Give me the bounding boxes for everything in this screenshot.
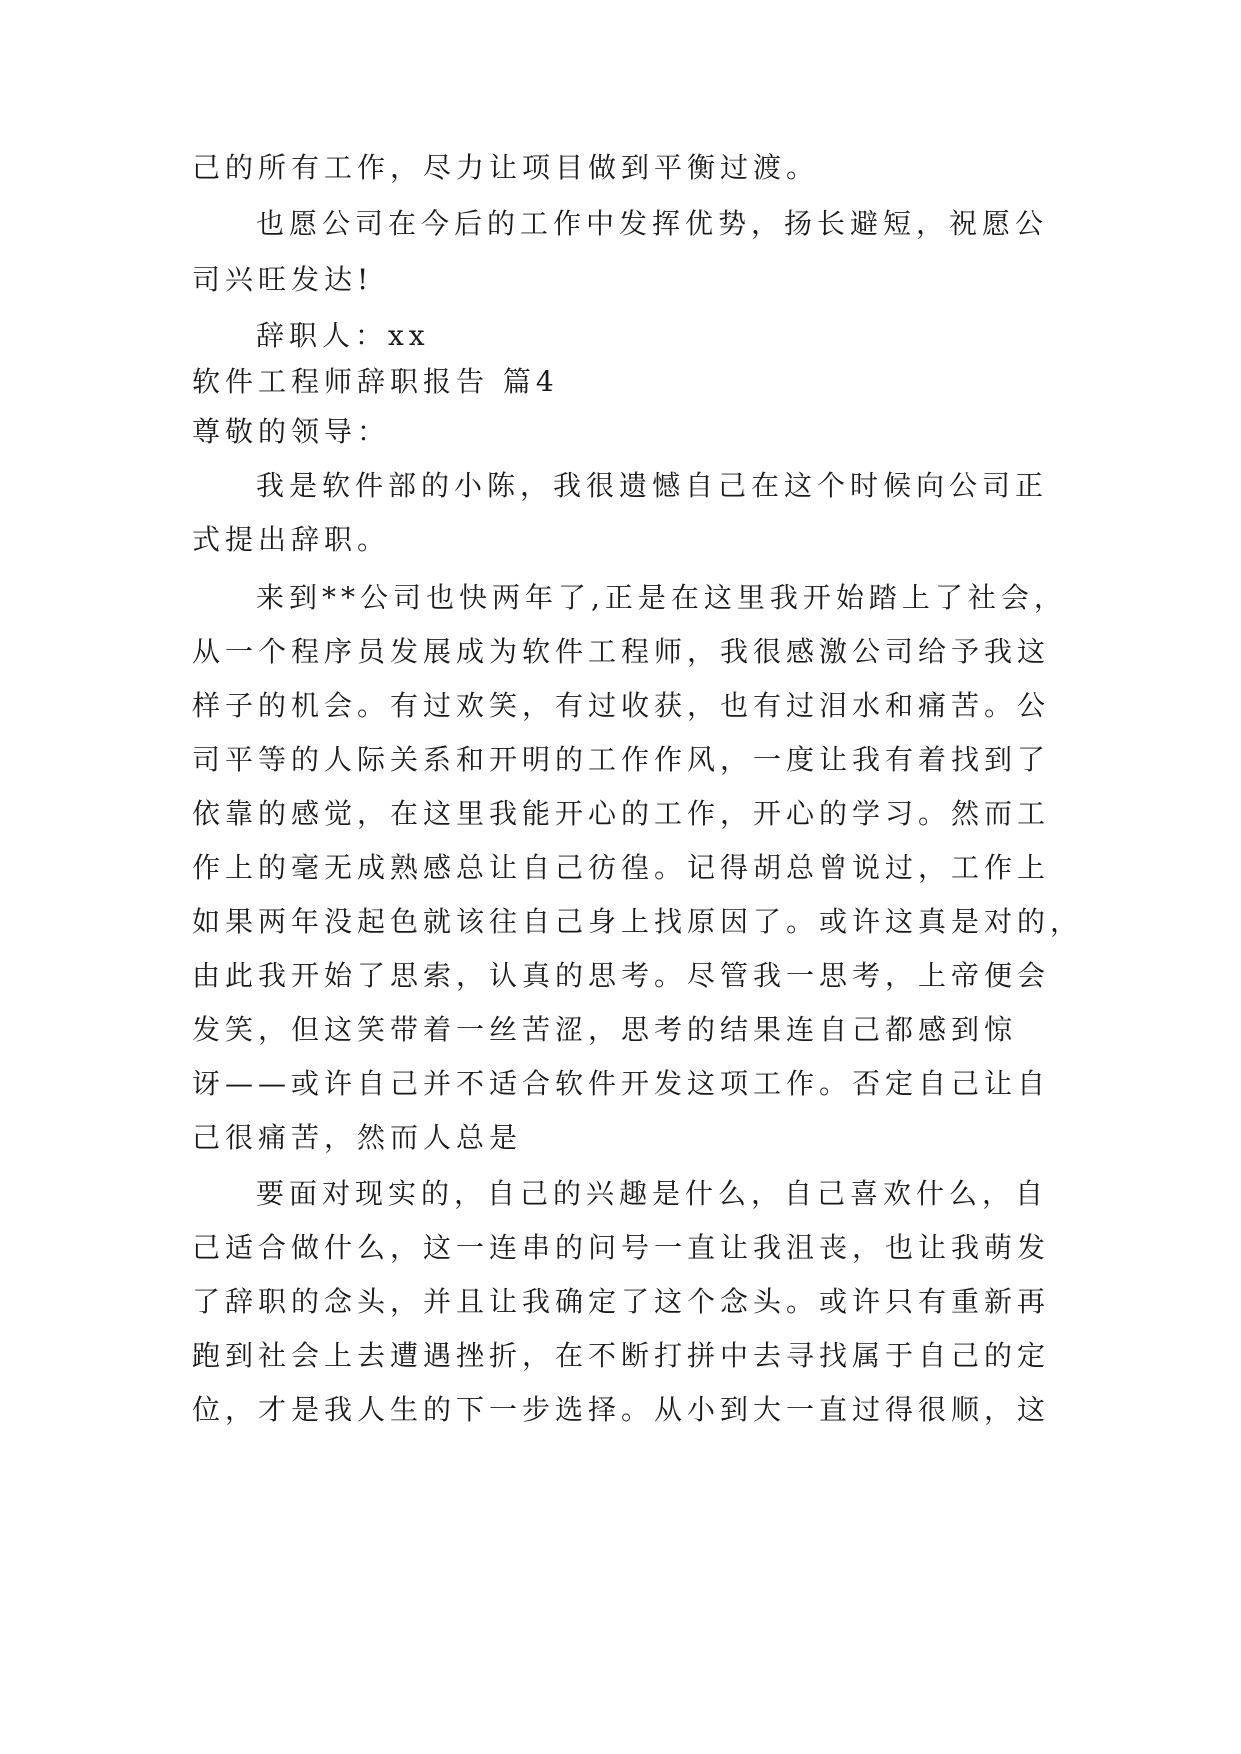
body-line: 依靠的感觉，在这里我能开心的工作，开心的学习。然而工 <box>192 797 1051 830</box>
body-line: 从一个程序员发展成为软件工程师，我很感激公司给予我这 <box>192 635 1051 668</box>
body-line: 了辞职的念头，并且让我确定了这个念头。或许只有重新再 <box>192 1285 1051 1318</box>
body-line: 司平等的人际关系和开明的工作作风，一度让我有着找到了 <box>192 743 1051 776</box>
paragraph-first-line: 要面对现实的，自己的兴趣是什么，自己喜欢什么，自 <box>256 1177 1049 1210</box>
body-line: 发笑，但这笑带着一丝苦涩，思考的结果连自己都感到惊 <box>192 1013 1018 1046</box>
body-line: 位，才是我人生的下一步选择。从小到大一直过得很顺，这 <box>192 1393 1051 1426</box>
body-line: 如果两年没起色就该往自己身上找原因了。或许这真是对的， <box>192 905 1084 938</box>
body-line: 己适合做什么，这一连串的问号一直让我沮丧，也让我萌发 <box>192 1231 1051 1264</box>
paragraph-first-line: 也愿公司在今后的工作中发挥优势，扬长避短，祝愿公 <box>256 207 1049 240</box>
section-heading: 软件工程师辞职报告 篇4 <box>192 365 559 398</box>
body-line: 作上的毫无成熟感总让自己彷徨。记得胡总曾说过，工作上 <box>192 851 1051 884</box>
body-line: 己很痛苦，然而人总是 <box>192 1121 523 1154</box>
body-line: 司兴旺发达! <box>192 263 374 296</box>
signature-line: 辞职人：xx <box>256 319 430 352</box>
body-line: 讶——或许自己并不适合软件开发这项工作。否定自己让自 <box>192 1067 1051 1100</box>
paragraph-first-line: 我是软件部的小陈，我很遗憾自己在这个时候向公司正 <box>256 469 1049 502</box>
paragraph-first-line: 来到**公司也快两年了,正是在这里我开始踏上了社会， <box>256 581 1067 614</box>
body-line: 己的所有工作，尽力让项目做到平衡过渡。 <box>192 151 820 184</box>
body-line: 由此我开始了思索，认真的思考。尽管我一思考，上帝便会 <box>192 959 1051 992</box>
body-line: 跑到社会上去遭遇挫折，在不断打拼中去寻找属于自己的定 <box>192 1339 1051 1372</box>
body-line: 式提出辞职。 <box>192 523 391 556</box>
body-line: 样子的机会。有过欢笑，有过收获，也有过泪水和痛苦。公 <box>192 689 1051 722</box>
salutation: 尊敬的领导： <box>192 415 391 448</box>
